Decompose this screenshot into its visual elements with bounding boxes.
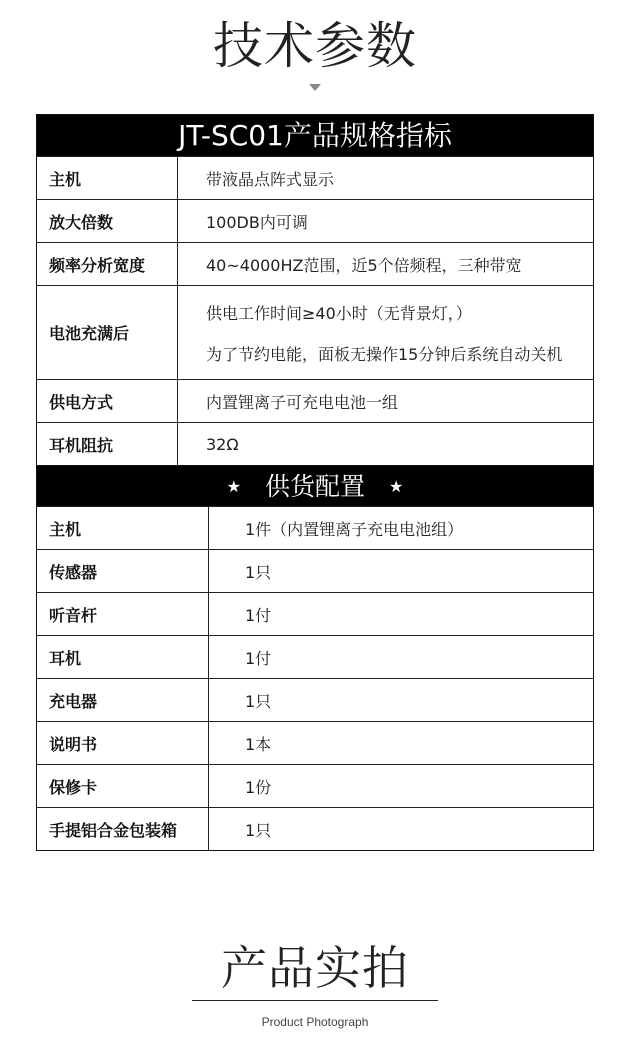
supply-section-header (37, 465, 593, 506)
table-row (37, 549, 593, 592)
chevron-down-icon (309, 84, 321, 91)
table-row (37, 807, 593, 850)
row-label: 传感器 (37, 550, 209, 592)
photo-section-title: 产品实拍 (221, 941, 409, 995)
row-label: 充电器 (37, 679, 209, 721)
table-row (37, 242, 593, 285)
divider (192, 1000, 438, 1001)
row-value-line: 32Ω (206, 434, 239, 454)
supply-section-title: 供货配置 (264, 472, 365, 501)
row-value (178, 286, 593, 379)
row-label: 放大倍数 (37, 200, 178, 242)
row-label: 主机 (37, 507, 209, 549)
row-label: 电池充满后 (37, 286, 178, 379)
row-label: 频率分析宽度 (37, 243, 178, 285)
row-label: 手提铝合金包装箱 (37, 808, 209, 850)
row-value: 1付 (245, 648, 272, 668)
table-row (37, 156, 593, 199)
row-value: 1只 (245, 691, 272, 711)
table-row (37, 635, 593, 678)
row-value-line: 100DB内可调 (206, 212, 308, 232)
spec-table (36, 114, 594, 851)
row-value: 1只 (245, 820, 272, 840)
table-row (37, 506, 593, 549)
star-icon: ★ (389, 476, 404, 496)
row-value-line: 为了节约电能，面板无操作15分钟后系统自动关机 (206, 344, 563, 364)
row-value-line: 内置锂离子可充电电池一组 (206, 392, 399, 412)
row-value (178, 200, 593, 242)
page-title: 技术参数 (213, 17, 417, 75)
row-label: 主机 (37, 157, 178, 199)
star-icon: ★ (226, 476, 241, 496)
row-value (178, 380, 593, 422)
photo-section-subtitle: Product Photograph (261, 1015, 369, 1029)
table-row (37, 379, 593, 422)
row-value (178, 243, 593, 285)
table-row (37, 764, 593, 807)
row-value (178, 423, 593, 465)
row-label: 说明书 (37, 722, 209, 764)
row-value: 1只 (245, 562, 272, 582)
table-row (37, 678, 593, 721)
row-label: 耳机 (37, 636, 209, 678)
row-value-line: 40~4000HZ范围，近5个倍频程，三种带宽 (206, 255, 522, 275)
row-label: 供电方式 (37, 380, 178, 422)
table-row (37, 422, 593, 465)
row-value: 1付 (245, 605, 272, 625)
row-value: 1份 (245, 777, 272, 797)
row-value: 1本 (245, 734, 272, 754)
row-label: 耳机阻抗 (37, 423, 178, 465)
row-value: 1件（内置锂离子充电电池组） (245, 519, 464, 539)
row-label: 保修卡 (37, 765, 209, 807)
table-row (37, 592, 593, 635)
row-value-line: 带液晶点阵式显示 (206, 169, 335, 189)
row-value-line: 供电工作时间≥40小时（无背景灯，） (206, 303, 472, 323)
row-label: 听音杆 (37, 593, 209, 635)
table-row (37, 721, 593, 764)
row-value (178, 157, 593, 199)
spec-section-title: JT-SC01产品规格指标 (37, 115, 593, 156)
table-row (37, 285, 593, 379)
table-row (37, 199, 593, 242)
